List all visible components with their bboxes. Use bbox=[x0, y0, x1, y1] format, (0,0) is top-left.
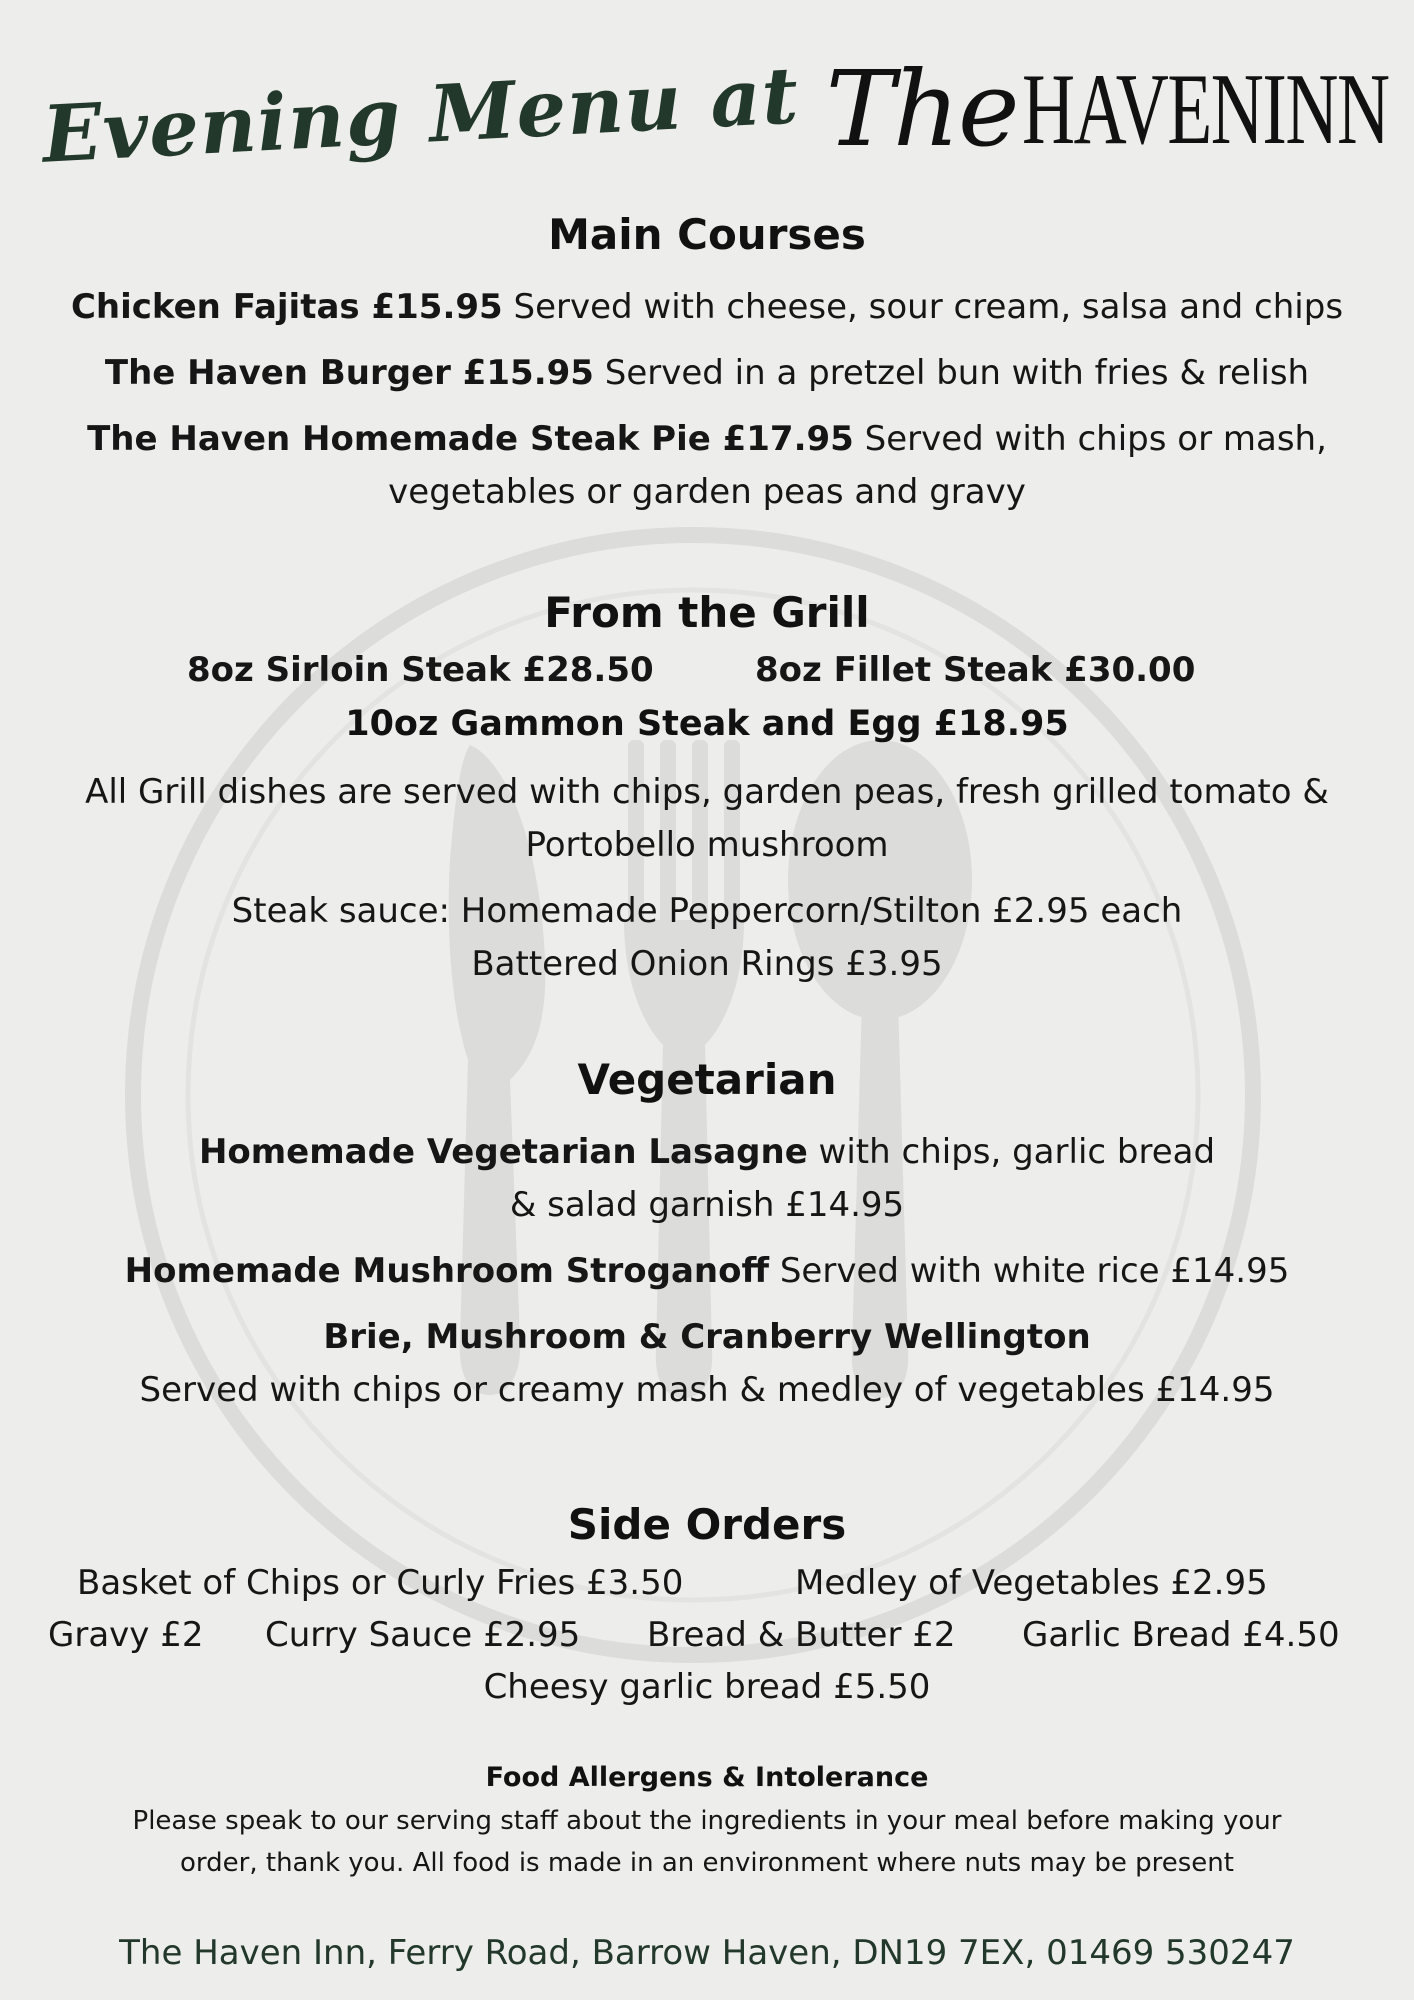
item-description: with chips, garlic bread bbox=[807, 1132, 1216, 1172]
menu-item-wellington bbox=[0, 1317, 1414, 1357]
menu-item-chicken-fajitas bbox=[0, 287, 1414, 327]
side-medley: Medley of Vegetables £2.95 bbox=[795, 1563, 1268, 1603]
allergens-text-line2: order, thank you. All food is made in an environment where nuts may be present bbox=[180, 1848, 1234, 1878]
vegetarian-heading: Vegetarian bbox=[577, 1055, 837, 1104]
menu-item-fillet: 8oz Fillet Steak £30.00 bbox=[755, 650, 1196, 690]
menu-item-sirloin: 8oz Sirloin Steak £28.50 bbox=[187, 650, 654, 690]
side-gravy: Gravy £2 bbox=[48, 1615, 204, 1655]
item-description: Served with white rice £14.95 bbox=[769, 1251, 1290, 1291]
menu-item-mushroom-stroganoff bbox=[0, 1251, 1414, 1291]
item-name: The Haven Burger £15.95 bbox=[104, 353, 594, 393]
steak-sauce: Steak sauce: Homemade Peppercorn/Stilton £2.95 each bbox=[231, 891, 1183, 931]
menu-item-wellington-desc: Served with chips or creamy mash & medley of vegetables £14.95 bbox=[139, 1370, 1275, 1410]
menu-item-steak-pie bbox=[0, 419, 1414, 459]
allergens-heading: Food Allergens & Intolerance bbox=[485, 1762, 929, 1793]
item-description: Served in a pretzel bun with fries & relish bbox=[593, 353, 1310, 393]
logo-haven-inn: HAVENINN bbox=[1021, 52, 1389, 166]
item-name: The Haven Homemade Steak Pie £17.95 bbox=[87, 419, 854, 459]
logo-the: The bbox=[825, 48, 1018, 170]
grill-served-with-cont: Portobello mushroom bbox=[525, 825, 889, 865]
item-name: Chicken Fajitas £15.95 bbox=[70, 287, 503, 327]
item-name: Homemade Vegetarian Lasagne bbox=[198, 1132, 808, 1172]
item-description: Served with chips or mash, bbox=[853, 419, 1327, 459]
menu-item-veg-lasagne bbox=[0, 1132, 1414, 1172]
menu-item-haven-burger bbox=[0, 353, 1414, 393]
side-cheesy-garlic-bread: Cheesy garlic bread £5.50 bbox=[483, 1667, 931, 1707]
grill-served-with: All Grill dishes are served with chips, garden peas, fresh grilled tomato & bbox=[85, 772, 1329, 812]
side-chips: Basket of Chips or Curly Fries £3.50 bbox=[77, 1563, 684, 1603]
menu-item-veg-lasagne-desc: & salad garnish £14.95 bbox=[509, 1185, 905, 1225]
item-description: Served with cheese, sour cream, salsa and chips bbox=[502, 287, 1344, 327]
menu-title bbox=[0, 48, 1414, 208]
main-courses-heading: Main Courses bbox=[548, 210, 866, 259]
evening-menu-title: Evening Menu at bbox=[40, 49, 802, 181]
side-bread-butter: Bread & Butter £2 bbox=[647, 1615, 956, 1655]
side-garlic-bread: Garlic Bread £4.50 bbox=[1022, 1615, 1340, 1655]
allergens-text-line1: Please speak to our serving staff about the ingredients in your meal before making your bbox=[132, 1806, 1282, 1836]
menu-item-steak-pie-desc: vegetables or garden peas and gravy bbox=[388, 472, 1026, 512]
item-name: Homemade Mushroom Stroganoff bbox=[124, 1251, 770, 1291]
item-name: Brie, Mushroom & Cranberry Wellington bbox=[323, 1317, 1091, 1357]
side-curry-sauce: Curry Sauce £2.95 bbox=[265, 1615, 581, 1655]
side-orders-heading: Side Orders bbox=[567, 1500, 847, 1549]
onion-rings: Battered Onion Rings £3.95 bbox=[471, 944, 943, 984]
menu-item-gammon: 10oz Gammon Steak and Egg £18.95 bbox=[345, 704, 1069, 744]
grill-heading: From the Grill bbox=[544, 588, 870, 637]
footer-address: The Haven Inn, Ferry Road, Barrow Haven, DN19 7EX, 01469 530247 bbox=[119, 1933, 1295, 1973]
